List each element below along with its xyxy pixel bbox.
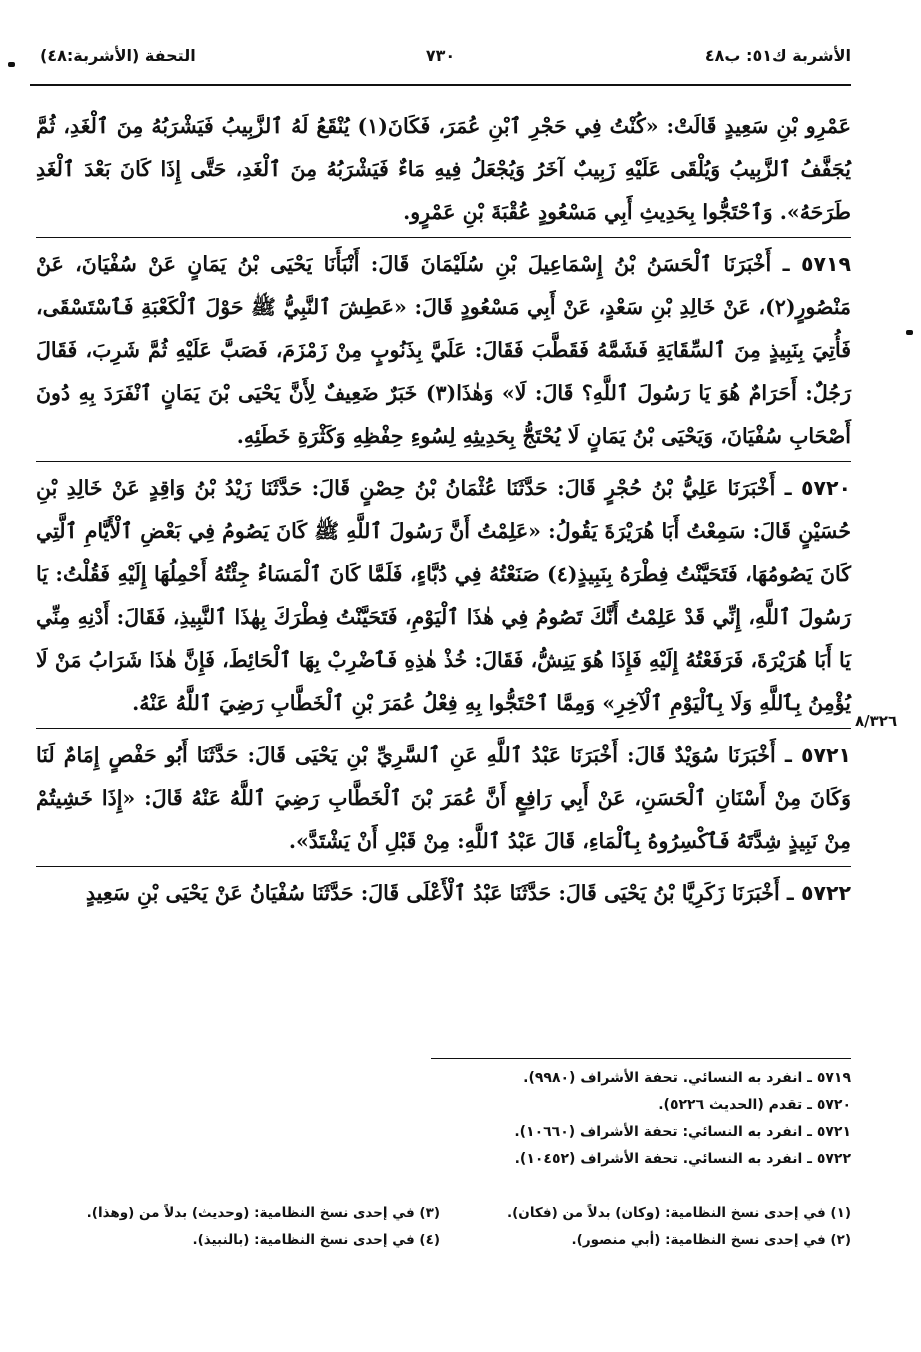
note-5719: ٥٧١٩ ـ انفرد به النسائي. تحفة الأشراف (٩٩٨٠). — [523, 1070, 851, 1086]
edge-mark — [8, 62, 15, 67]
hadith-text: أَخْبَرَنَا ٱلْحَسَنُ بْنُ إِسْمَاعِيلَ بْنِ سُلَيْمَانَ قَالَ: أَنْبَأَنَا يَحْيَى بْنُ يَمَانٍ عَنْ سُفْيَانَ، عَنْ مَنْصُورٍ(٢)، عَنْ خَالِدِ بْنِ سَعْدٍ، عَنْ أَبِي مَسْعُودٍ قَالَ: «عَطِشَ ٱلنَّبِيُّ ﷺ حَوْلَ ٱلْكَعْبَةِ فَٱسْتَسْقَى، فَأُتِيَ بِنَبِيذٍ مِنَ ٱلسِّقَايَةِ فَشَمَّهُ فَقَطَّبَ فَقَالَ: عَلَيَّ بِذَنُوبٍ مِنْ زَمْزَمَ، فَصَبَّ عَلَيْهِ ثُمَّ شَرِبَ، فَقَالَ رَجُلٌ: أَحَرَامٌ هُوَ يَا رَسُولَ ٱللَّهِ؟ قَالَ: لَا» وَهٰذَا(٣) خَبَرٌ ضَعِيفٌ لِأَنَّ يَحْيَى بْنَ يَمَانٍ ٱنْفَرَدَ بِهِ دُونَ أَصْحَابِ سُفْيَانَ، وَيَحْيَى بْنُ يَمَانٍ لَا يُحْتَجُّ بِحَدِيثِهِ لِسُوءِ حِفْظِهِ وَكَثْرَةِ خَطَئِهِ. — [36, 252, 851, 448]
note-5722: ٥٧٢٢ ـ انفرد به النسائي. تحفة الأشراف (١٠٤٥٢). — [514, 1151, 851, 1167]
footnote-3: (٣) في إحدى نسخ النظامية: (وحديث) بدلاً من (وهذا). — [86, 1205, 440, 1221]
page-number: ٧٣٠ — [425, 46, 456, 65]
hadith-5722 — [36, 866, 851, 915]
hadith-text: أَخْبَرَنَا سُوَيْدٌ قَالَ: أَخْبَرَنَا عَبْدُ ٱللَّهِ عَنِ ٱلسَّرِيِّ بْنِ يَحْيَى قَالَ: حَدَّثَنَا أَبُو حَفْصٍ إِمَامٌ لَنَا وَكَانَ مِنْ أَسْنَانِ ٱلْحَسَنِ، عَنْ أَبِي رَافِعٍ أَنَّ عُمَرَ بْنَ ٱلْخَطَّابِ رَضِيَ ٱللَّهُ عَنْهُ قَالَ: «إِذَا خَشِيتُمْ مِنْ نَبِيذٍ شِدَّتَهُ فَٱكْسِرُوهُ بِٱلْمَاءِ، قَالَ عَبْدُ ٱللَّهِ: مِنْ قَبْلِ أَنْ يَشْتَدَّ». — [36, 743, 851, 853]
hadith-number: ٥٧٢١ ـ — [784, 743, 851, 767]
hadith-text: أَخْبَرَنَا زَكَرِيَّا بْنُ يَحْيَى قَالَ: حَدَّثَنَا عَبْدُ ٱلْأَعْلَى قَالَ: حَدَّثَنَا سُفْيَانُ عَنْ يَحْيَى بْنِ سَعِيدٍ — [85, 881, 780, 905]
notes-separator — [431, 1058, 851, 1059]
takhrij-notes — [431, 1058, 851, 1173]
header-chapter: الأشربة ك٥١: ب٤٨ — [704, 46, 851, 65]
running-header — [30, 40, 851, 86]
note-5720: ٥٧٢٠ ـ تقدم (الحديث ٥٢٢٦). — [658, 1097, 851, 1113]
paragraph-text: عَمْرِو بْنِ سَعِيدٍ قَالَتْ: «كُنْتُ فِي حَجْرِ ٱبْنِ عُمَرَ، فَكَانَ(١) يُنْقَعُ لَهُ ٱلزَّبِيبُ فَيَشْرَبُهُ مِنَ ٱلْغَدِ، ثُمَّ يُجَفَّفُ ٱلزَّبِيبُ وَيُلْقَى عَلَيْهِ زَبِيبٌ آخَرُ وَيُجْعَلُ فِيهِ مَاءٌ فَيَشْرَبُهُ مِنَ ٱلْغَدِ، حَتَّى إِذَا كَانَ بَعْدَ ٱلْغَدِ طَرَحَهُ». وَٱحْتَجُّوا بِحَدِيثِ أَبِي مَسْعُودٍ عُقْبَةَ بْنِ عَمْرٍو. — [36, 114, 851, 224]
hadith-5721 — [36, 728, 851, 863]
footnotes-right-column — [461, 1200, 851, 1254]
footnote-2: (٢) في إحدى نسخ النظامية: (أبي منصور). — [571, 1232, 851, 1248]
margin-reference: ٨/٣٢٦ — [855, 712, 898, 730]
header-reference: التحفة (الأشربة:٤٨) — [40, 46, 196, 65]
footnote-1: (١) في إحدى نسخ النظامية: (وكان) بدلاً من (فكان). — [507, 1205, 851, 1221]
footnote-4: (٤) في إحدى نسخ النظامية: (بالنبيذ). — [192, 1232, 440, 1248]
footnotes-left-column — [50, 1200, 440, 1254]
paragraph-continuation — [36, 105, 851, 234]
hadith-number: ٥٧٢٠ ـ — [784, 476, 851, 500]
hadith-number: ٥٧٢٢ ـ — [786, 881, 851, 905]
edge-mark — [906, 330, 913, 335]
note-5721: ٥٧٢١ ـ انفرد به النسائي: تحفة الأشراف (١٠٦٦٠). — [514, 1124, 851, 1140]
main-text — [36, 105, 851, 915]
hadith-5719 — [36, 237, 851, 458]
hadith-number: ٥٧١٩ ـ — [782, 252, 851, 276]
hadith-text: أَخْبَرَنَا عَلِيُّ بْنُ حُجْرٍ قَالَ: حَدَّثَنَا عُثْمَانُ بْنُ حِصْنٍ قَالَ: حَدَّثَنَا زَيْدُ بْنُ وَاقِدٍ عَنْ خَالِدِ بْنِ حُسَيْنٍ قَالَ: سَمِعْتُ أَبَا هُرَيْرَةَ يَقُولُ: «عَلِمْتُ أَنَّ رَسُولَ ٱللَّهِ ﷺ كَانَ يَصُومُ فِي بَعْضِ ٱلْأَيَّامِ ٱلَّتِي كَانَ يَصُومُهَا، فَتَحَيَّنْتُ فِطْرَهُ بِنَبِيذٍ(٤) صَنَعْتُهُ فِي دُبَّاءٍ، فَلَمَّا كَانَ ٱلْمَسَاءُ جِئْتُهُ أَحْمِلُهَا إِلَيْهِ فَقُلْتُ: يَا رَسُولَ ٱللَّهِ، إِنِّي قَدْ عَلِمْتُ أَنَّكَ تَصُومُ فِي هٰذَا ٱلْيَوْمِ، فَتَحَيَّنْتُ فِطْرَكَ بِهٰذَا ٱلنَّبِيذِ، فَقَالَ: أَدْنِهِ مِنِّي يَا أَبَا هُرَيْرَةَ، فَرَفَعْتُهُ إِلَيْهِ فَإِذَا هُوَ يَنِشُّ، فَقَالَ: خُذْ هٰذِهِ فَٱضْرِبْ بِهَا ٱلْحَائِطَ، فَإِنَّ هٰذَا شَرَابُ مَنْ لَا يُؤْمِنُ بِٱللَّهِ وَلَا بِٱلْيَوْمِ ٱلْآخِرِ» وَمِمَّا ٱحْتَجُّوا بِهِ فِعْلُ عُمَرَ بْنِ ٱلْخَطَّابِ رَضِيَ ٱللَّهُ عَنْهُ. — [36, 476, 852, 715]
hadith-5720 — [36, 461, 851, 725]
